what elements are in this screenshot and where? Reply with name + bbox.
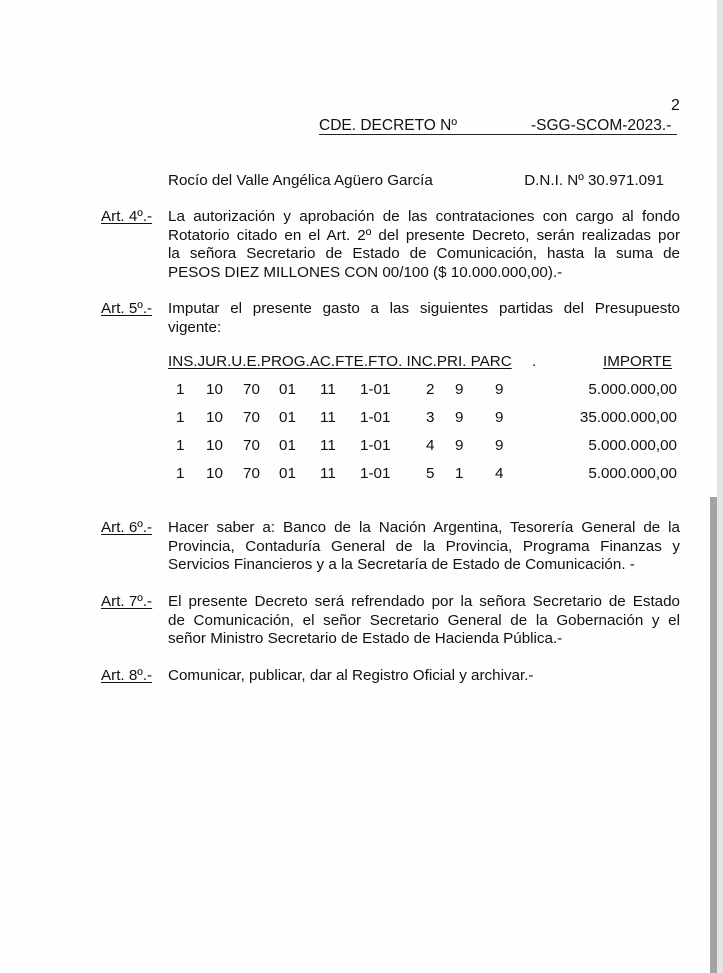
cell-pri: 9 (455, 437, 464, 454)
article-line: Servicios Financieros y a la Secretaría de Estado de Comunicación. - (168, 556, 635, 574)
budget-table-row (0, 437, 710, 457)
cell-ins: 1 (176, 465, 185, 482)
cell-parc: 9 (495, 437, 504, 454)
article-line: Imputar el presente gasto a las siguientes partidas del Presupuesto (168, 300, 680, 317)
cell-jur: 10 (206, 465, 223, 482)
cell-ue: 70 (243, 465, 260, 482)
cell-pri: 1 (455, 465, 464, 482)
budget-table-header-codes: INS.JUR.U.E.PROG.AC.FTE.FTO. INC.PRI. PARC (168, 353, 512, 370)
cell-ue: 70 (243, 381, 260, 398)
article-line: Hacer saber a: Banco de la Nación Argentina, Tesorería General de la (168, 519, 680, 536)
person-dni: D.N.I. Nº 30.971.091 (524, 172, 664, 189)
article-line: la señora Secretario de Estado de Comunicación, hasta la suma de (168, 245, 680, 263)
cell-ins: 1 (176, 409, 185, 426)
cell-jur: 10 (206, 381, 223, 398)
article-8-label: Art. 8º.- (101, 667, 153, 684)
cell-ue: 70 (243, 437, 260, 454)
scrollbar-track[interactable] (717, 0, 723, 973)
article-6-text (168, 519, 680, 575)
article-8-text (168, 667, 680, 686)
article-line: vigente: (168, 318, 222, 336)
article-line: Comunicar, publicar, dar al Registro Oficial y archivar.- (168, 667, 534, 684)
article-5-text (168, 300, 680, 337)
cell-fte-fto: 1-01 (360, 381, 391, 398)
article-7-text (168, 593, 680, 649)
article-line: de Comunicación, el señor Secretario General de la Gobernación y el (168, 611, 680, 629)
scrollbar-thumb[interactable] (710, 497, 717, 973)
article-5-label: Art. 5º.- (101, 300, 153, 317)
person-name: Rocío del Valle Angélica Agüero García (168, 172, 433, 189)
cell-jur: 10 (206, 409, 223, 426)
article-4-label: Art. 4º.- (101, 208, 153, 225)
cell-prog: 01 (279, 465, 296, 482)
cell-importe: 5.000.000,00 (588, 381, 677, 398)
article-4-text (168, 208, 680, 282)
cell-fte-fto: 1-01 (360, 437, 391, 454)
cell-pri: 9 (455, 409, 464, 426)
header-underline (319, 134, 677, 135)
cell-pri: 9 (455, 381, 464, 398)
cell-fte-fto: 1-01 (360, 465, 391, 482)
budget-table-row (0, 381, 710, 401)
cell-importe: 35.000.000,00 (579, 409, 677, 426)
cell-inc: 3 (426, 409, 435, 426)
article-line: Provincia, Contaduría General de la Provincia, Programa Finanzas y (168, 537, 680, 555)
cell-inc: 2 (426, 381, 435, 398)
cell-importe: 5.000.000,00 (588, 437, 677, 454)
cell-ins: 1 (176, 437, 185, 454)
cell-prog: 01 (279, 409, 296, 426)
budget-table-row (0, 409, 710, 429)
cell-ac: 11 (320, 381, 336, 398)
decree-header-code: -SGG-SCOM-2023.- (531, 117, 672, 134)
cell-ins: 1 (176, 381, 185, 398)
budget-table-header-amount: IMPORTE (603, 353, 672, 370)
cell-jur: 10 (206, 437, 223, 454)
cell-inc: 4 (426, 437, 435, 454)
page-number: 2 (671, 97, 680, 114)
article-line: señor Ministro Secretario de Estado de Hacienda Pública.- (168, 630, 563, 648)
cell-fte-fto: 1-01 (360, 409, 391, 426)
cell-ue: 70 (243, 409, 260, 426)
cell-ac: 11 (320, 465, 336, 482)
article-line: Rotatorio citado en el Art. 2º del presente Decreto, serán realizadas por (168, 226, 680, 244)
article-6-label: Art. 6º.- (101, 519, 153, 536)
cell-parc: 9 (495, 409, 504, 426)
cell-inc: 5 (426, 465, 435, 482)
article-7-label: Art. 7º.- (101, 593, 153, 610)
cell-ac: 11 (320, 437, 336, 454)
cell-parc: 9 (495, 381, 504, 398)
cell-ac: 11 (320, 409, 336, 426)
cell-prog: 01 (279, 437, 296, 454)
cell-prog: 01 (279, 381, 296, 398)
article-line: El presente Decreto será refrendado por la señora Secretario de Estado (168, 593, 680, 610)
budget-table-row (0, 465, 710, 485)
budget-table-header-trailing: . (532, 353, 537, 370)
article-line: PESOS DIEZ MILLONES CON 00/100 ($ 10.000.000,00).- (168, 263, 563, 281)
cell-parc: 4 (495, 465, 504, 482)
cell-importe: 5.000.000,00 (588, 465, 677, 482)
article-line: La autorización y aprobación de las contrataciones con cargo al fondo (168, 208, 680, 225)
decree-header-number: CDE. DECRETO Nº (319, 117, 458, 134)
